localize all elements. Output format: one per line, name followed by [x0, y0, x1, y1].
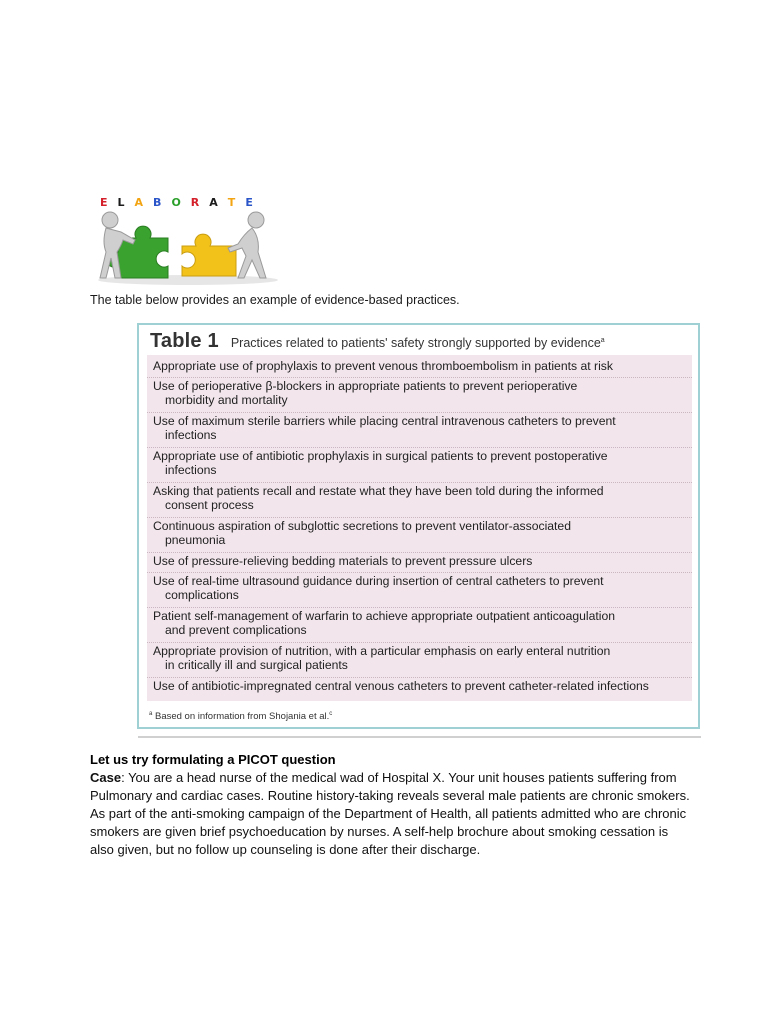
elaborate-letter: E [100, 196, 108, 209]
row-divider [147, 482, 692, 483]
table-row-text: Appropriate use of prophylaxis to prevent venous thromboembolism in patients at risk [153, 359, 613, 373]
table-row-continuation: consent process [165, 498, 254, 512]
table-title: Table 1 [150, 330, 219, 352]
evidence-table [137, 323, 700, 729]
table-row [153, 609, 693, 637]
row-divider [147, 447, 692, 448]
table-row [153, 414, 693, 442]
table-row-text: Patient self-management of warfarin to achieve appropriate outpatient anticoagulation [153, 609, 616, 623]
table-row [153, 519, 693, 547]
table-footnote [149, 711, 332, 722]
elaborate-letter: A [209, 196, 218, 209]
elaborate-letters [100, 196, 253, 210]
elaborate-banner [96, 196, 282, 286]
table-row-continuation: in critically ill and surgical patients [165, 658, 348, 672]
table-row-continuation: complications [165, 588, 239, 602]
table-header [150, 330, 605, 353]
row-divider [147, 677, 692, 678]
table-row-text: Use of perioperative β-blockers in appropriate patients to prevent perioperative [153, 379, 578, 393]
table-caption-sup: a [600, 336, 605, 344]
table-body [147, 355, 692, 701]
table-row-text: Use of maximum sterile barriers while placing central intravenous catheters to prevent [153, 414, 616, 428]
elaborate-letter: E [245, 196, 253, 209]
table-row-text: Use of pressure-relieving bedding materials to prevent pressure ulcers [153, 554, 533, 568]
table-row-text: Appropriate provision of nutrition, with a particular emphasis on early enteral nutrition [153, 644, 611, 658]
footnote-text: Based on information from Shojania et al. [154, 711, 330, 723]
table-caption [231, 336, 605, 350]
footnote-ref: c [329, 711, 333, 717]
row-divider [147, 607, 692, 608]
table-row [153, 359, 693, 373]
table-row-continuation: morbidity and mortality [165, 393, 288, 407]
yellow-puzzle-piece-icon [182, 234, 236, 276]
row-divider [147, 552, 692, 553]
table-row [153, 644, 693, 672]
table-caption-text: Practices related to patients' safety strongly supported by evidence [230, 336, 601, 350]
row-divider [147, 377, 692, 378]
table-row-continuation: infections [165, 463, 217, 477]
table-row-text: Continuous aspiration of subglottic secretions to prevent ventilator-associated [153, 519, 571, 533]
row-divider [147, 517, 692, 518]
elaborate-letter: T [227, 196, 236, 209]
table-row-continuation: and prevent complications [165, 623, 307, 637]
elaborate-letter: L [117, 196, 125, 209]
divider [138, 736, 701, 738]
table-row-text: Asking that patients recall and restate what they have been told during the informed [153, 484, 604, 498]
intro-text: The table below provides an example of evidence-based practices. [90, 293, 460, 307]
table-row [153, 679, 693, 693]
table-row-text: Use of real-time ultrasound guidance during insertion of central catheters to prevent [153, 574, 604, 588]
table-row [153, 554, 693, 568]
table-row-continuation: infections [165, 428, 217, 442]
picot-heading: Let us try formulating a PICOT question [90, 752, 336, 767]
elaborate-letter: R [190, 196, 200, 209]
row-divider [147, 572, 692, 573]
table-row-continuation: pneumonia [165, 533, 226, 547]
case-label: Case [90, 770, 122, 785]
puzzle-figures-illustration [96, 210, 282, 286]
footnote-sup: a [149, 711, 153, 717]
elaborate-letter: O [171, 196, 181, 209]
table-row [153, 379, 693, 407]
row-divider [147, 412, 692, 413]
table-row-text: Appropriate use of antibiotic prophylaxis in surgical patients to prevent postoperative [153, 449, 608, 463]
case-paragraph [90, 769, 690, 859]
table-row [153, 484, 693, 512]
case-text: : You are a head nurse of the medical wad of Hospital X. Your unit houses patients suffering from Pulmonary and cardiac cases. Routine history-taking reveals several male patients are chronic smokers. As part of the anti-smoking campaign of the Department of Health, all patients admitted who are chronic smokers are given brief psychoeducation by nurses. A self-help brochure about smoking cessation is also given, but no follow up counseling is done after their discharge. [90, 770, 690, 857]
table-row [153, 449, 693, 477]
elaborate-letter: A [134, 196, 144, 209]
row-divider [147, 642, 692, 643]
elaborate-letter: B [153, 196, 162, 209]
table-row [153, 574, 693, 602]
table-row-text: Use of antibiotic-impregnated central venous catheters to prevent catheter-related infections [153, 679, 649, 693]
